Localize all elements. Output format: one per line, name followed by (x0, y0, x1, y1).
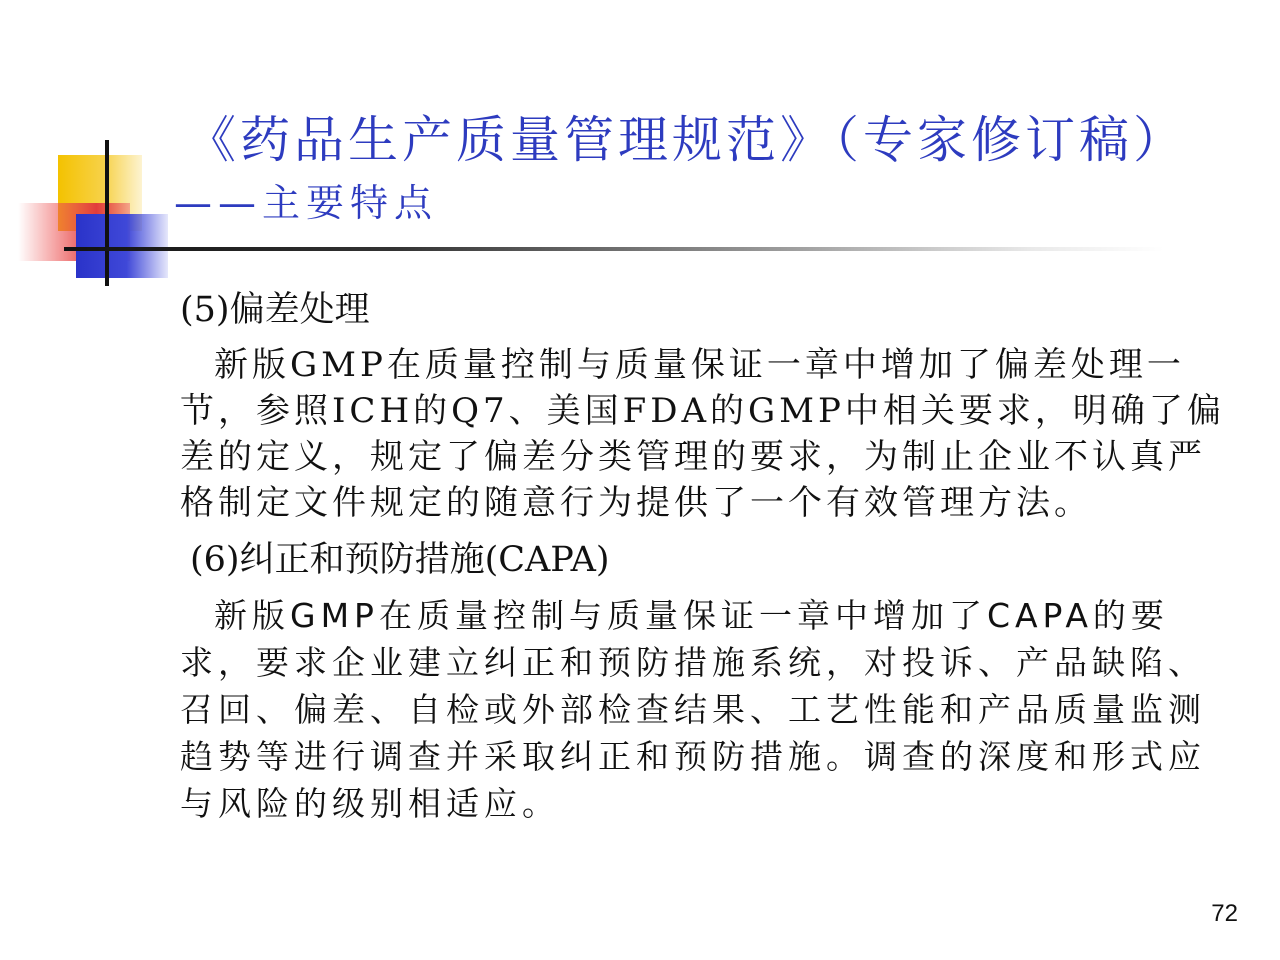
section-heading-capa: (6)纠正和预防措施(CAPA) (190, 540, 610, 580)
decorative-blue-square (76, 214, 168, 278)
section-body-deviation: 新版GMP在质量控制与质量保证一章中增加了偏差处理一节，参照ICH的Q7、美国FDA的GMP中相关要求，明确了偏差的定义，规定了偏差分类管理的要求，为制止企业不认真严格制定文件规定的随意行为提供了一个有效管理方法。 (180, 345, 1225, 523)
decorative-vertical-line (105, 140, 109, 286)
slide-title: 《药品生产质量管理规范》（专家修订稿） (186, 111, 1187, 169)
section-body-capa: 新版GMP在质量控制与质量保证一章中增加了CAPA的要求，要求企业建立纠正和预防措施系统，对投诉、产品缺陷、召回、偏差、自检或外部检查结果、工艺性能和产品质量监测趋势等进行调查并采取纠正和预防措施。调查的深度和形式应与风险的级别相适应。 (180, 596, 1206, 823)
slide-subtitle: ——主要特点 (174, 181, 439, 225)
title-divider-line (64, 247, 1164, 251)
page-number: 72 (1211, 900, 1238, 927)
section-heading-deviation: (5)偏差处理 (180, 290, 370, 330)
slide-content (180, 286, 1240, 827)
